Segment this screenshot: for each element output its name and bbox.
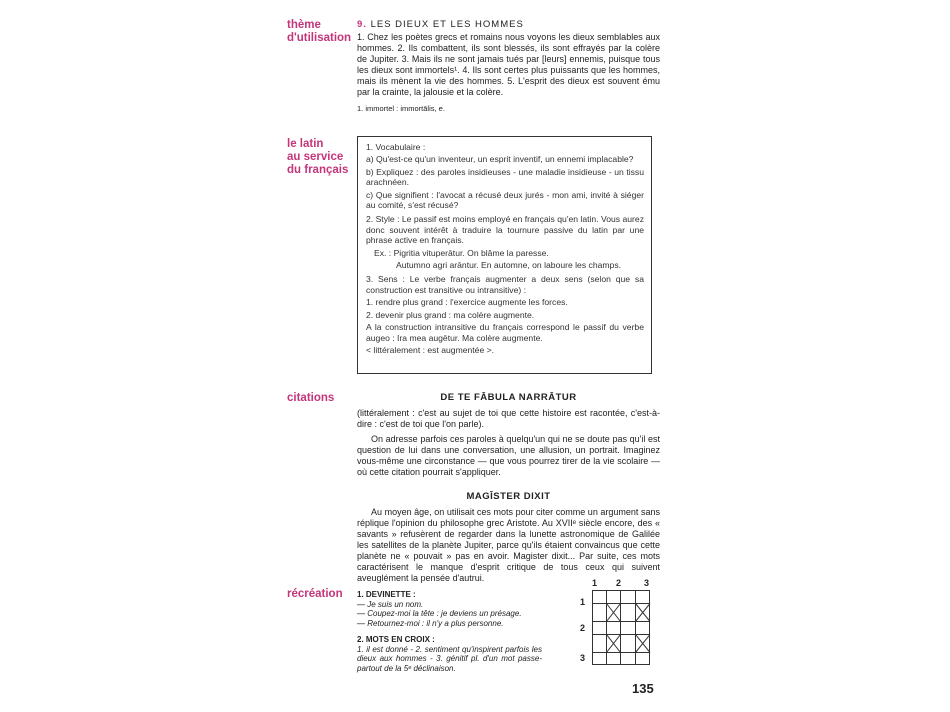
- vocab-a: a) Qu'est-ce qu'un inventeur, un esprit inventif, un ennemi implacable?: [366, 154, 634, 165]
- sens-3: A la construction intransitive du français correspond le passif du verbe augeo : Ira mea augētur. Ma colère augmente.: [366, 322, 644, 343]
- section-9-heading: [357, 19, 660, 30]
- riddle-line-3: — Retournez-moi : il n'y a plus personne.: [357, 618, 504, 628]
- sens-2: 2. devenir plus grand : ma colère augmente.: [366, 309, 535, 320]
- citation-1-literal: (littéralement : c'est au sujet de toi que cette histoire est racontée, c'est-à-dire : c'est de toi que l'on parle).: [357, 408, 660, 429]
- grid-col-3: 3: [644, 578, 650, 588]
- footnote: 1. immortel : immortālis, e.: [357, 104, 445, 113]
- grid-row-2: 2: [580, 623, 586, 633]
- latin-exercise-box: [357, 136, 652, 374]
- side-heading-citations: citations: [287, 392, 335, 404]
- citations-section: [357, 392, 660, 584]
- riddle-line-1: — Je suis un nom.: [357, 599, 424, 609]
- vocab-c: c) Que signifient : l'avocat a récusé deux jurés - mon ami, invité à siéger au comité, s'est récusé?: [366, 189, 644, 211]
- side-heading-theme: thème d'utilisation: [287, 19, 352, 44]
- page-number: 135: [632, 681, 654, 696]
- section-9: [357, 19, 660, 114]
- side-heading-latin: le latin au service du français: [287, 138, 349, 176]
- style-text: 2. Style : Le passif est moins employé en français qu'en latin. Vous aurez donc souvent intérêt à traduire la tournure passive du latin par une phrase active en français.: [366, 214, 644, 246]
- grid-lines: [592, 590, 652, 670]
- sens-text: 3. Sens : Le verbe français augmenter a deux sens (selon que sa construction est transitive ou intransitive) :: [366, 274, 644, 295]
- citation-title-1: DE TE FĀBULA NARRĀTUR: [440, 392, 577, 403]
- recreation-section: [357, 590, 542, 673]
- grid-row-3: 3: [580, 653, 586, 663]
- grid-col-2: 2: [616, 578, 622, 588]
- sens-4: < littéralement : est augmentée >.: [366, 344, 495, 355]
- section-number: 9.: [357, 19, 367, 30]
- section-title: LES DIEUX ET LES HOMMES: [370, 19, 524, 30]
- riddle-line-2: — Coupez-moi la tête : je deviens un présage.: [357, 609, 522, 618]
- citation-1-text: On adresse parfois ces paroles à quelqu'un qui ne se doute pas qu'il est question de lui dans une conversation, une allusion, un portrait. Imaginez vous-même une circonstance — que vous pourrez tirer de la vie scolaire — où cette citation pourrait s'appliquer.: [357, 434, 660, 477]
- crossword-heading: 2. MOTS EN CROIX :: [357, 635, 435, 644]
- style-example-2: Autumno agri arāntur. En automne, on laboure les champs.: [396, 260, 622, 271]
- vocab-heading: 1. Vocabulaire :: [366, 142, 426, 152]
- book-page: [282, 0, 672, 712]
- style-example-1: Ex. : Pigritia vituperātur. On blâme la paresse.: [374, 247, 549, 258]
- riddle-heading: 1. DEVINETTE :: [357, 590, 416, 599]
- citation-2-text: Au moyen âge, on utilisait ces mots pour citer comme un argument sans réplique l'opinion du philosophe grec Aristote. Au XVIIᵉ siècle encore, des « savants » refusèrent de regarder dans la lunette astronomique de Galilée les satellites de la planète Jupiter, parce qu'ils étaient convaincus que cette planète ne « pouvait » pas en avoir. Magister dixit... Par suite, ces mots caractérisent le manque d'esprit critique de tous ceux qui suivent aveuglément la pensée d'autrui.: [357, 507, 660, 583]
- section-9-text: 1. Chez les poètes grecs et romains nous voyons les dieux semblables aux hommes. 2. Ils combattent, ils sont blessés, ils sont effrayés par la colère de Jupiter. 3. Mais ils ne sont jamais tués par [leurs] ennemis, puisque tous les dieux sont immortels¹. 4. Ils sont certes plus puissants que les hommes, mais ils mènent la vie des hommes. 5. L'esprit des dieux est souvent ému par la crainte, la jalousie et la colère.: [357, 32, 660, 97]
- grid-col-1: 1: [592, 578, 598, 588]
- vocab-b: b) Expliquez : des paroles insidieuses - une maladie insidieuse - un tissu arachnéen.: [366, 166, 644, 188]
- side-heading-recreation: récréation: [287, 588, 343, 600]
- citation-title-2: MAGĪSTER DIXIT: [466, 491, 551, 502]
- crossword-clues: 1. il est donné - 2. sentiment qu'inspirent parfois les dieux aux hommes - 3. génitif pl. d'un mot passe-partout de la 5ᵉ déclinaison.: [357, 644, 542, 673]
- grid-row-1: 1: [580, 597, 586, 607]
- sens-1: 1. rendre plus grand : l'exercice augmente les forces.: [366, 297, 568, 308]
